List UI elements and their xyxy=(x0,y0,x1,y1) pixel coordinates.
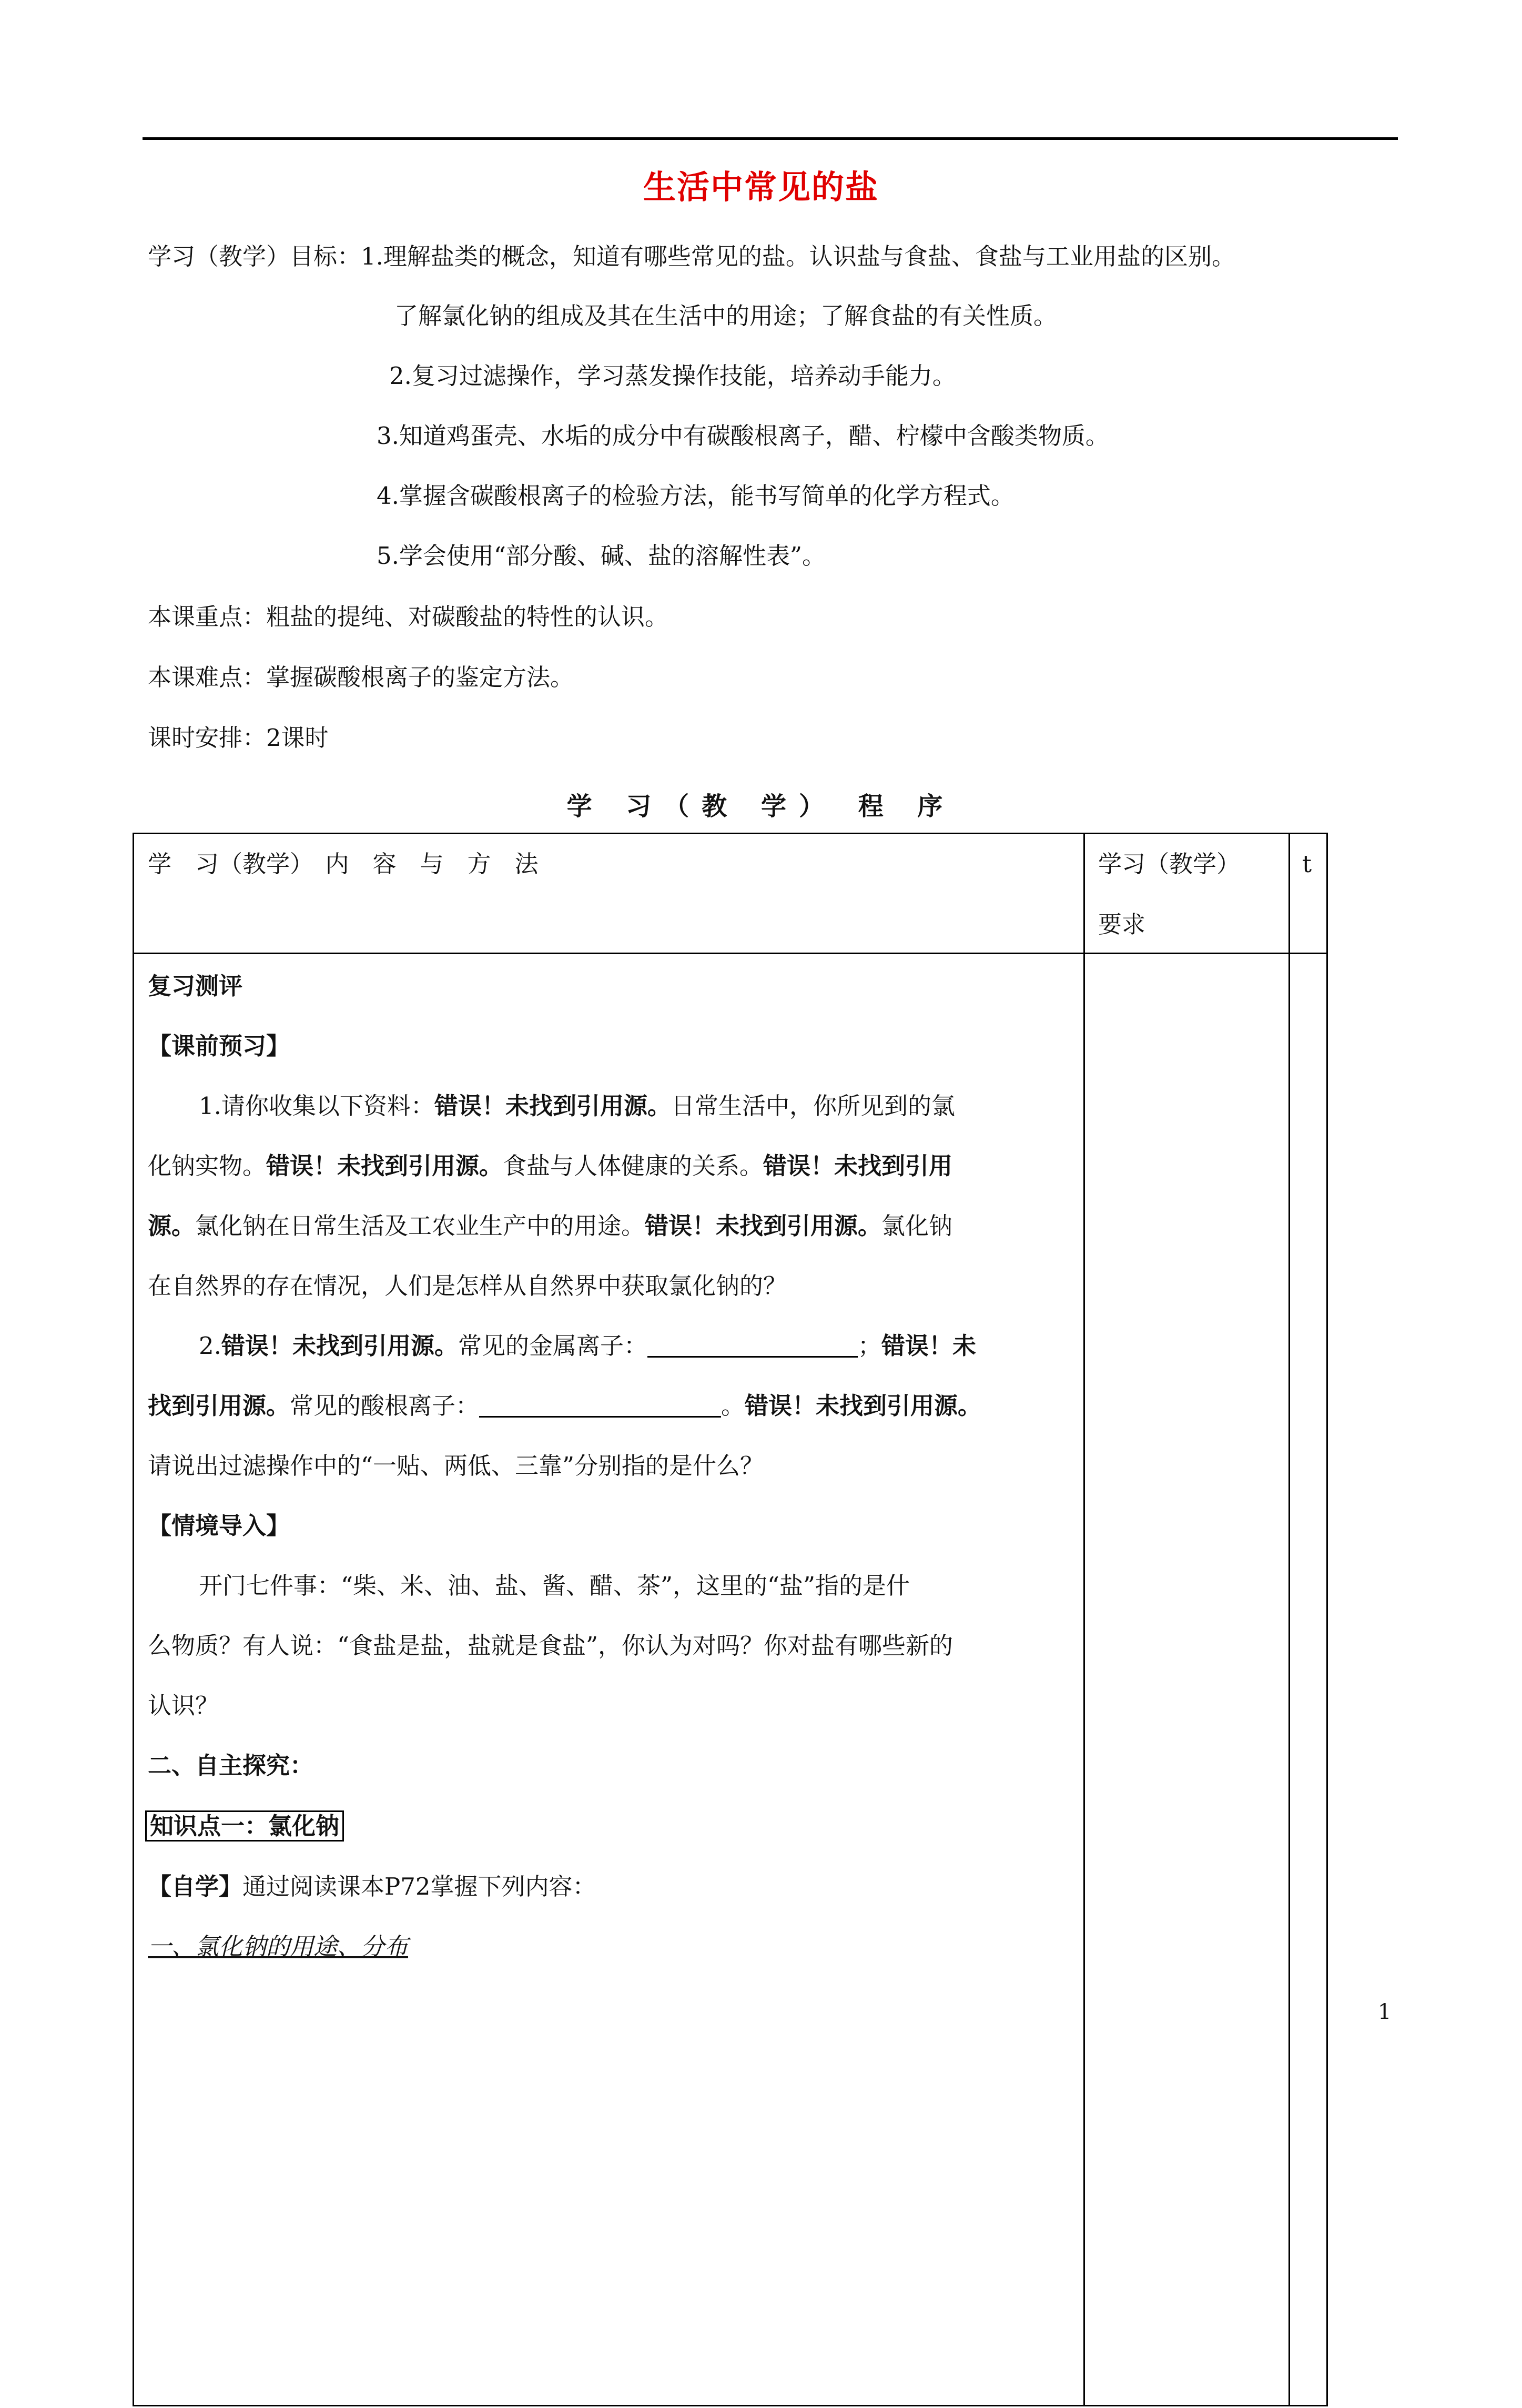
knowledge-point-box xyxy=(145,1810,344,1842)
q1-line-1 xyxy=(199,1094,955,1118)
schedule: 课时安排：2课时 xyxy=(148,724,329,752)
ref-error: 源。 xyxy=(148,1212,196,1240)
section-preview: 【课前预习】 xyxy=(148,1032,290,1060)
procedure-heading: 学 习（教 学） 程 序 xyxy=(566,792,956,821)
objective-line-4: 3.知道鸡蛋壳、水垢的成分中有碳酸根离子，醋、柠檬中含酸类物质。 xyxy=(377,422,1109,450)
page-title: 生活中常见的盐 xyxy=(643,168,879,206)
table-border-bottom xyxy=(133,2405,1328,2406)
ref-error: 错误！未找到引用源。 xyxy=(745,1392,982,1420)
ref-error: 错误！未找到引用源。 xyxy=(221,1332,458,1360)
header-requirements-line1: 学习（教学） xyxy=(1098,850,1241,878)
q1-line-2 xyxy=(148,1154,952,1178)
metal-ion-blank[interactable] xyxy=(647,1335,858,1358)
objective-line-3: 2.复习过滤操作，学习蒸发操作技能，培养动手能力。 xyxy=(389,362,956,390)
table-header-divider xyxy=(133,953,1328,954)
intro-line-3: 认识？ xyxy=(148,1692,219,1719)
header-requirements-line2: 要求 xyxy=(1098,910,1146,938)
q2-text: 常见的金属离子： xyxy=(458,1332,647,1360)
q2-line-3: 请说出过滤操作中的“一贴、两低、三靠”分别指的是什么？ xyxy=(148,1452,764,1480)
q2-text: 常见的酸根离子： xyxy=(290,1392,480,1420)
q1-text: 日常生活中，你所见到的氯 xyxy=(671,1092,955,1120)
header-content-method: 学 习（教学） 内 容 与 方 法 xyxy=(148,850,539,878)
header-t: t xyxy=(1302,850,1312,878)
table-divider-t xyxy=(1288,833,1290,2406)
q2-line-2 xyxy=(148,1394,981,1418)
subsection-heading: 一、氯化钠的用途、分布 xyxy=(148,1933,409,1960)
objective-line-1: 学习（教学）目标：1.理解盐类的概念，知道有哪些常见的盐。认识盐与食盐、食盐与工业用盐的区别。 xyxy=(148,242,1235,270)
q1-line-3 xyxy=(148,1214,952,1238)
ref-error: 错误！未 xyxy=(881,1332,976,1360)
table-border-top xyxy=(133,833,1328,834)
top-rule xyxy=(143,137,1398,140)
difficult-point: 本课难点：掌握碳酸根离子的鉴定方法。 xyxy=(148,663,574,691)
ref-error: 找到引用源。 xyxy=(148,1392,290,1420)
intro-line-2: 么物质？有人说：“食盐是盐，盐就是食盐”，你认为对吗？你对盐有哪些新的 xyxy=(148,1632,953,1660)
section-explore: 二、自主探究： xyxy=(148,1752,314,1779)
procedure-table xyxy=(133,833,1328,2408)
ref-error: 错误！未找到引用源。 xyxy=(434,1092,671,1120)
knowledge-point-label: 知识点一：氯化钠 xyxy=(145,1810,344,1842)
acid-radical-blank[interactable] xyxy=(479,1395,721,1418)
objective-line-2: 了解氯化钠的组成及其在生活中的用途；了解食盐的有关性质。 xyxy=(394,302,1058,330)
self-study-text: 通过阅读课本P72掌握下列内容： xyxy=(242,1873,596,1900)
self-study-tag: 【自学】 xyxy=(148,1873,243,1900)
q1-text: 食盐与人体健康的关系。 xyxy=(503,1152,764,1180)
objective-line-5: 4.掌握含碳酸根离子的检验方法，能书写简单的化学方程式。 xyxy=(377,482,1014,510)
q1-intro: 1.请你收集以下资料： xyxy=(199,1092,434,1120)
q1-text: 化钠实物。 xyxy=(148,1152,267,1180)
q2-separator: ； xyxy=(857,1332,881,1360)
ref-error: 错误！未找到引用源。 xyxy=(645,1212,882,1240)
q1-text: 氯化钠在日常生活及工农业生产中的用途。 xyxy=(195,1212,645,1240)
table-border-left xyxy=(133,833,134,2406)
key-point: 本课重点：粗盐的提纯、对碳酸盐的特性的认识。 xyxy=(148,603,669,631)
q2-number: 2. xyxy=(199,1332,221,1360)
table-border-right xyxy=(1326,833,1328,2406)
q1-text: 氯化钠 xyxy=(881,1212,953,1240)
ref-error: 错误！未找到引用源。 xyxy=(266,1152,503,1180)
section-intro: 【情境导入】 xyxy=(148,1512,290,1540)
table-divider-requirements xyxy=(1083,833,1085,2406)
intro-line-1: 开门七件事：“柴、米、油、盐、酱、醋、茶”，这里的“盐”指的是什 xyxy=(199,1572,910,1600)
q1-line-4: 在自然界的存在情况，人们是怎样从自然界中获取氯化钠的？ xyxy=(148,1272,787,1300)
page-number: 1 xyxy=(1378,2000,1392,2024)
q2-period: 。 xyxy=(721,1392,745,1420)
self-study-line xyxy=(148,1875,596,1898)
section-review: 复习测评 xyxy=(148,972,243,1000)
q2-line-1 xyxy=(199,1334,976,1358)
objective-line-6: 5.学会使用“部分酸、碱、盐的溶解性表”。 xyxy=(377,542,826,570)
ref-error: 错误！未找到引用 xyxy=(763,1152,953,1180)
